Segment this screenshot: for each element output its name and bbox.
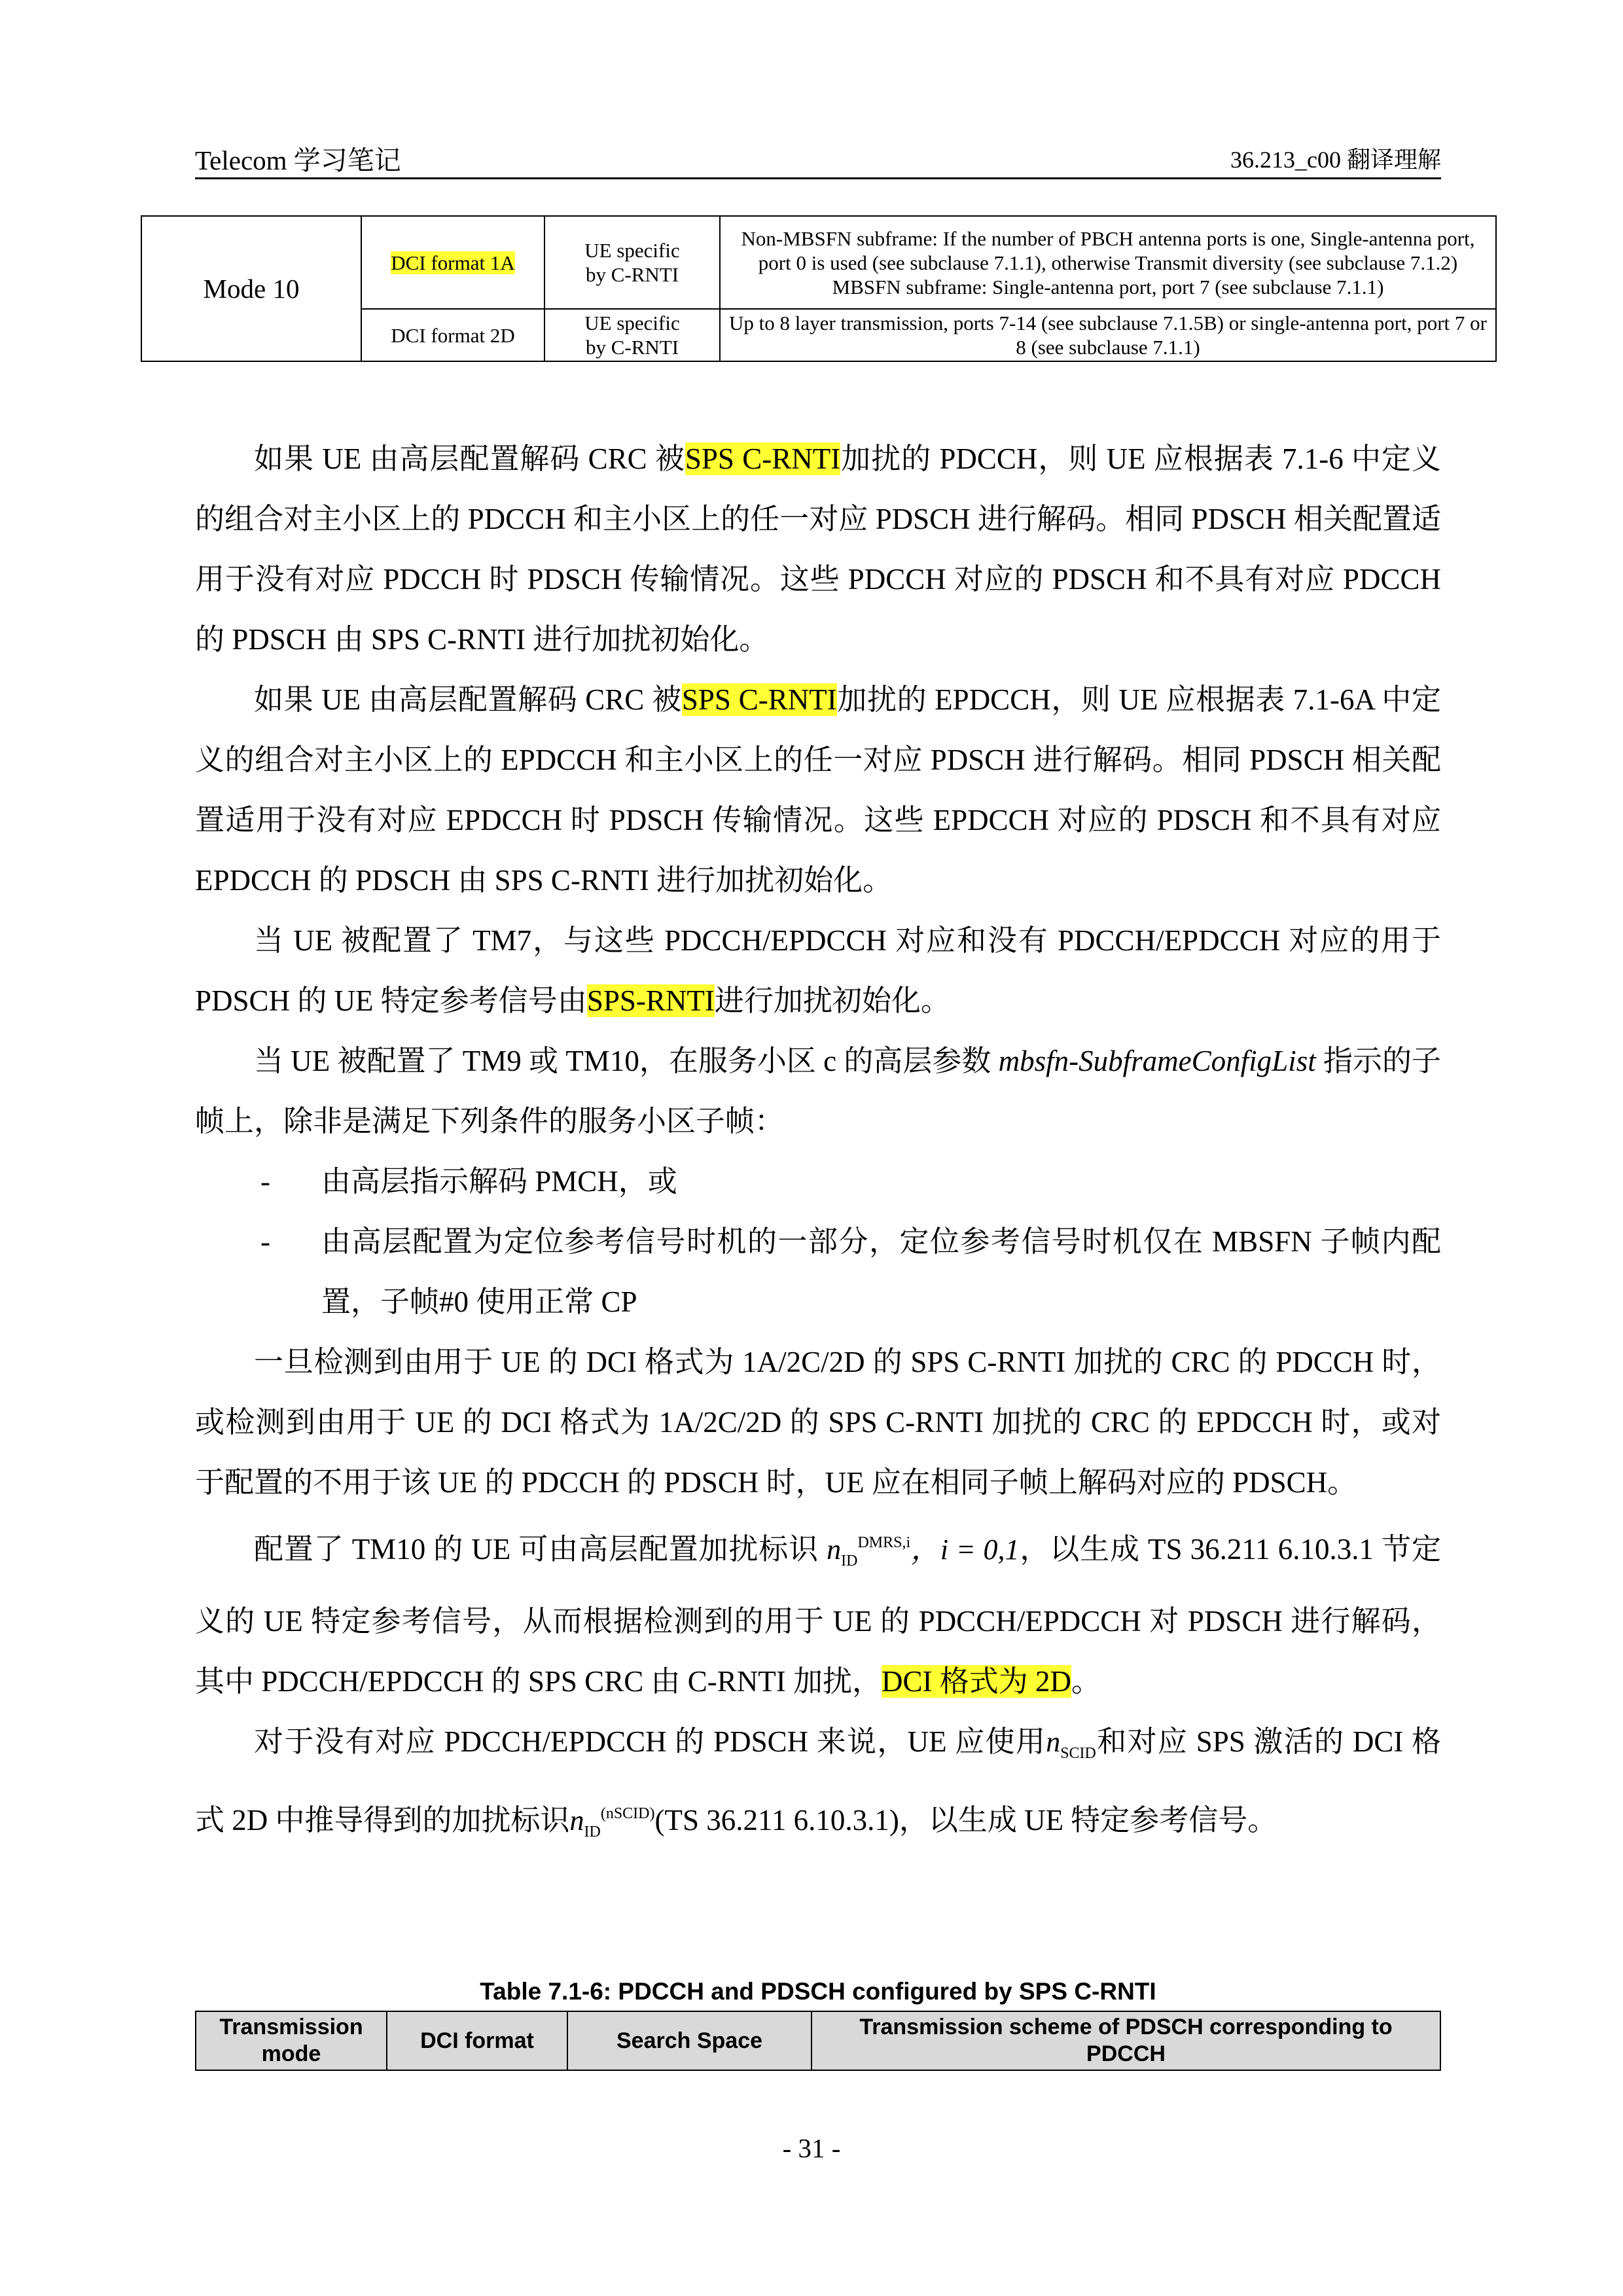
bullet-item — [195, 1151, 1441, 1211]
paragraph-7 — [195, 1712, 1441, 1862]
search-space-line: by C-RNTI — [585, 263, 679, 286]
math-symbol: n — [1046, 1726, 1061, 1758]
paragraph-6 — [195, 1513, 1441, 1712]
paragraph-3 — [195, 910, 1441, 1031]
dci-2d-highlight: DCI 格式为 2D — [881, 1665, 1071, 1698]
sps-c-rnti-highlight: SPS C-RNTI — [681, 683, 837, 716]
header-right: 36.213_c00 翻译理解 — [1230, 147, 1441, 173]
math-n-id-dmrs — [827, 1534, 911, 1570]
header-left: Telecom 学习笔记 — [195, 145, 401, 175]
paragraph-5: 一旦检测到由用于 UE 的 DCI 格式为 1A/2C/2D 的 SPS C-RNTI 加扰的 CRC 的 PDCCH 时，或检测到由用于 UE 的 DCI 格式为 1A/2C/2D 的 SPS C-RNTI 加扰的 CRC 的 EPDCCH 时，或对于配置的不用于该 UE 的 PDCCH 的 PDSCH 时，UE 应在相同子帧上解码对应的 PDSCH。 — [195, 1346, 1441, 1499]
text-run: 和对应 SPS 激活的 DCI 格式 2D 中推导得到的加扰标识 — [195, 1725, 1441, 1837]
header-text: mode — [261, 2041, 321, 2066]
math-subscript: ID — [584, 1823, 601, 1840]
sps-rnti-highlight: SPS-RNTI — [586, 984, 715, 1017]
table-row — [141, 216, 1496, 309]
dci-format-1a-highlight: DCI format 1A — [391, 251, 515, 274]
page-number: - 31 - — [782, 2133, 841, 2163]
header-text: Transmission scheme of PDSCH corresponding to — [859, 2015, 1393, 2039]
search-space-cell — [544, 216, 720, 309]
math-superscript: DMRS,i — [857, 1534, 911, 1551]
math-subscript: SCID — [1060, 1745, 1096, 1762]
math-symbol: n — [827, 1534, 842, 1566]
header-divider — [195, 177, 1441, 179]
dci-format-cell: DCI format 2D — [361, 309, 544, 361]
table-caption: Table 7.1-6: PDCCH and PDSCH configured by SPS C-RNTI — [480, 1978, 1156, 2005]
text-run: 如果 UE 由高层配置解码 CRC 被 — [254, 442, 685, 475]
body-text — [195, 429, 1441, 1862]
bullet-dash: - — [260, 1225, 270, 1258]
bullet-dash: - — [260, 1165, 270, 1198]
header-search-space: Search Space — [567, 2011, 812, 2070]
sps-table-header — [195, 2011, 1441, 2071]
header-transmission-mode — [196, 2011, 387, 2070]
scheme-cell — [720, 216, 1496, 309]
text-run: 如果 UE 由高层配置解码 CRC 被 — [254, 683, 682, 716]
text-run: 加扰的 EPDCCH，则 UE 应根据表 7.1-6A 中定义的组合对主小区上的 EPDCCH 和主小区上的任一对应 PDSCH 进行解码。相同 PDSCH 相关配置适用于没有对应 EPDCCH 时 PDSCH 传输情况。这些 EPDCCH 对应的 PDSCH 和不具有对应 EPDCCH 的 PDSCH 由 SPS C-RNTI 进行加扰初始化。 — [195, 683, 1441, 897]
search-space-line: UE specific — [584, 312, 680, 334]
parameter-name: mbsfn-SubframeConfigList — [998, 1045, 1316, 1077]
search-space-line: by C-RNTI — [585, 336, 679, 359]
text-run: 当 UE 被配置了 TM7，与这些 PDCCH/EPDCCH 对应和没有 PDCCH/EPDCCH 对应的用于 PDSCH 的 UE 特定参考信号由 — [195, 924, 1441, 1017]
text-run: 指示的子帧上，除非是满足下列条件的服务小区子帧： — [195, 1045, 1442, 1138]
mode-10-table — [141, 215, 1497, 362]
header-text: PDCCH — [1086, 2041, 1166, 2066]
search-space-line: UE specific — [584, 239, 680, 262]
text-run: 加扰的 PDCCH，则 UE 应根据表 7.1-6 中定义的组合对主小区上的 PDCCH 和主小区上的任一对应 PDSCH 进行解码。相同 PDSCH 相关配置适用于没有对应 PDCCH 时 PDSCH 传输情况。这些 PDCCH 对应的 PDSCH 和不具有对应 PDCCH 的 PDSCH 由 SPS C-RNTI 进行加扰初始化。 — [195, 442, 1441, 656]
math-superscript: (nSCID) — [600, 1805, 655, 1822]
table-header-row — [196, 2011, 1440, 2070]
dci-format-cell — [361, 216, 544, 309]
header-transmission-scheme — [812, 2011, 1440, 2070]
header-text: Transmission — [219, 2015, 363, 2039]
math-index: ，i = 0,1 — [910, 1534, 1020, 1566]
mode-cell: Mode 10 — [141, 216, 361, 361]
math-symbol: n — [569, 1804, 584, 1837]
bullet-text: 由高层配置为定位参考信号时机的一部分，定位参考信号时机仅在 MBSFN 子帧内配置，子帧#0 使用正常 CP — [321, 1225, 1441, 1318]
text-run: 。 — [1071, 1665, 1101, 1698]
math-subscript: ID — [841, 1552, 858, 1570]
bullet-text: 由高层指示解码 PMCH，或 — [321, 1165, 677, 1198]
bullet-item — [195, 1211, 1441, 1332]
paragraph-1 — [195, 429, 1441, 670]
text-run: (TS 36.211 6.10.3.1)，以生成 UE 特定参考信号。 — [654, 1804, 1277, 1837]
scheme-text: Non-MBSFN subframe: If the number of PBCH antenna ports is one, Single-antenna port, port 0 is used (see subclause 7.1.1), otherwise Transmit diversity (see subclause 7.1.2) — [741, 226, 1475, 274]
math-n-scid — [1046, 1726, 1096, 1762]
search-space-cell — [544, 309, 720, 361]
paragraph-4 — [195, 1031, 1441, 1151]
sps-c-rnti-highlight: SPS C-RNTI — [685, 442, 841, 475]
scheme-text: MBSFN subframe: Single-antenna port, port 7 (see subclause 7.1.1) — [832, 275, 1384, 298]
math-n-id-scid — [569, 1804, 655, 1840]
header-dci-format: DCI format — [387, 2011, 567, 2070]
scheme-cell: Up to 8 layer transmission, ports 7-14 (see subclause 7.1.5B) or single-antenna port, port 7 or 8 (see subclause 7.1.1) — [720, 309, 1496, 361]
text-run: 当 UE 被配置了 TM9 或 TM10，在服务小区 c 的高层参数 — [254, 1045, 991, 1077]
text-run: 进行加扰初始化。 — [714, 984, 950, 1017]
text-run: 对于没有对应 PDCCH/EPDCCH 的 PDSCH 来说，UE 应使用 — [254, 1725, 1046, 1758]
text-run: 配置了 TM10 的 UE 可由高层配置加扰标识 — [254, 1533, 819, 1566]
paragraph-2 — [195, 670, 1441, 910]
text-run: ，以生成 TS 36.211 6.10.3.1 节定义的 UE 特定参考信号，从而根据检测到的用于 UE 的 PDCCH/EPDCCH 对 PDSCH 进行解码，其中 PDCCH/EPDCCH 的 SPS CRC 由 C-RNTI 加扰， — [195, 1533, 1441, 1698]
